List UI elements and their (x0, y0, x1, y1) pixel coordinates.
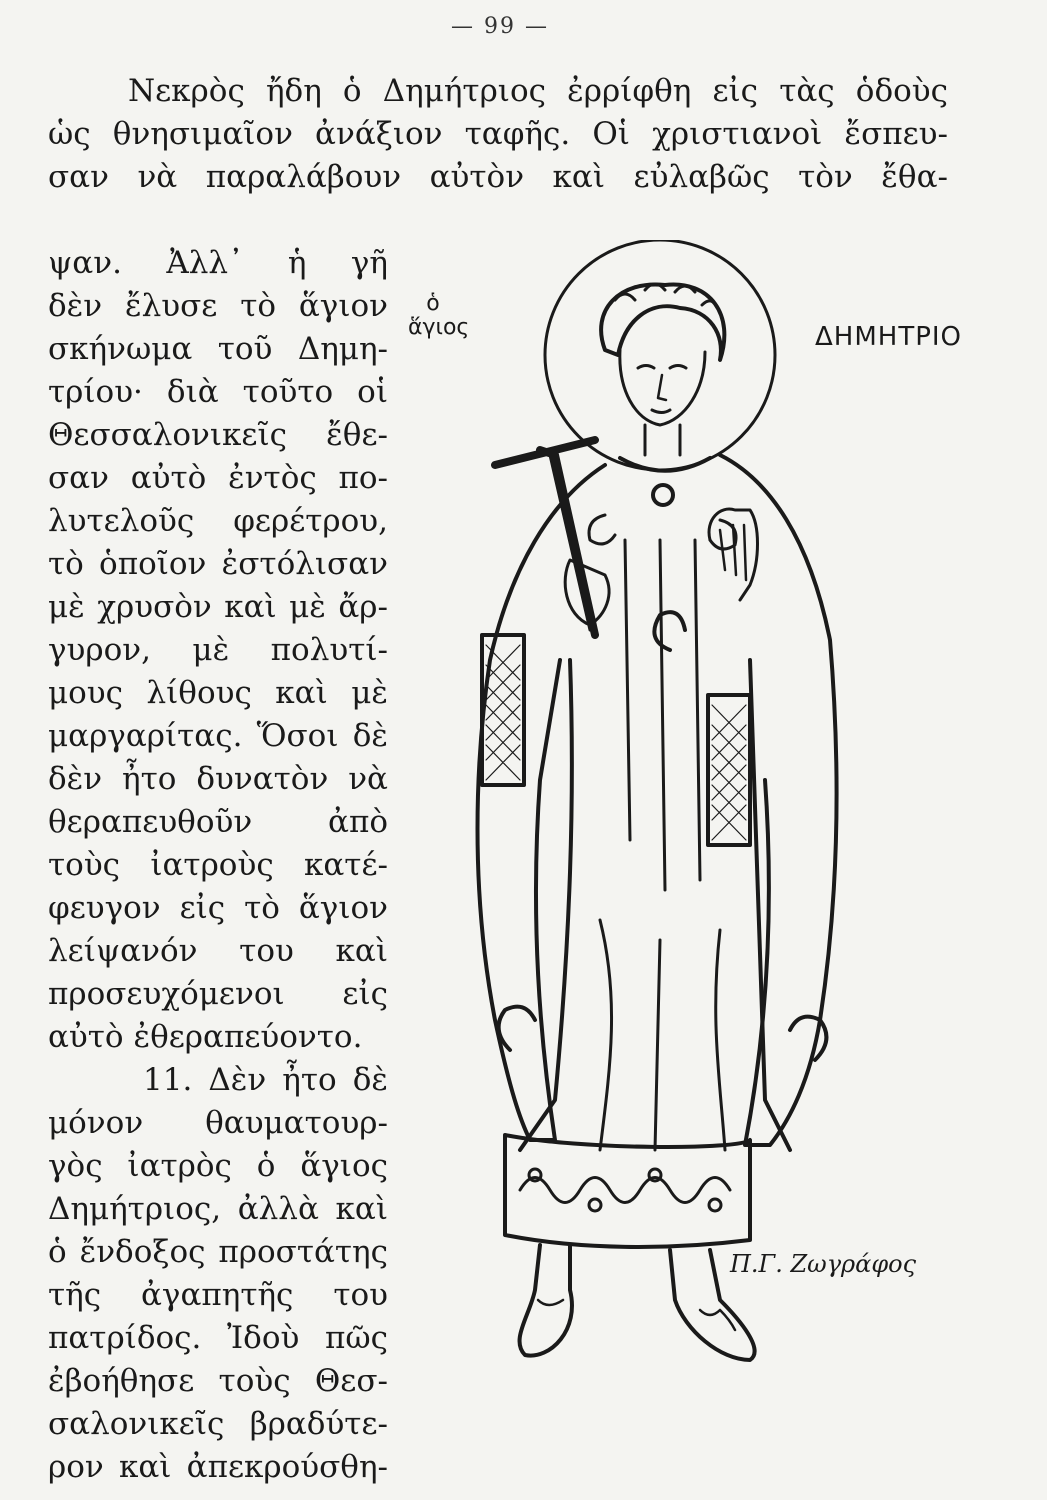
text-line: ὡς θνησιμαῖον ἀνάξιον ταφῆς. Οἱ χριστιανοὶ ἔσπευ- (48, 116, 948, 152)
text-line: μους λίθους καὶ μὲ (48, 675, 388, 711)
artist-signature: Π.Γ. Ζωγράφος (730, 1250, 917, 1278)
text-line: ἐβοήθησε τοὺς Θεσ- (48, 1363, 388, 1399)
paragraph-start-line: 11. Δὲν ἦτο δὲ (143, 1062, 388, 1098)
text-line: γὸς ἰατρὸς ὁ ἅγιος (48, 1148, 388, 1184)
text-line: μόνον θαυματουρ- (48, 1105, 388, 1141)
page-number: — 99 — (451, 14, 549, 39)
text-line: μαργαρίτας. Ὅσοι δὲ (48, 718, 388, 754)
saint-illustration (420, 240, 963, 1380)
text-line: θεραπευθοῦν ἀπὸ (48, 804, 388, 840)
text-line: σαν αὐτὸ ἐντὸς πο- (48, 460, 388, 496)
text-line: λείψανόν του καὶ (48, 933, 388, 969)
text-line: πατρίδος. Ἰδοὺ πῶς (48, 1320, 388, 1356)
text-line: τῆς ἀγαπητῆς του (48, 1277, 388, 1313)
text-line: δὲν ἦτο δυνατὸν νὰ (48, 761, 388, 797)
inscription-left: ὁ ἅγιος (408, 291, 470, 340)
text-line: λυτελοῦς φερέτρου, (48, 503, 388, 539)
hem-band (505, 1135, 750, 1247)
text-line: τρίου· διὰ τοῦτο οἱ (48, 374, 388, 410)
text-line: γυρον, μὲ πολυτί- (48, 632, 388, 668)
text-line: μὲ χρυσὸν καὶ μὲ ἄρ- (48, 589, 388, 625)
text-line: Νεκρὸς ἤδη ὁ Δημήτριος ἐρρίφθη εἰς τὰς ὁδοὺς (128, 73, 948, 109)
text-line: τὸ ὁποῖον ἐστόλισαν (48, 546, 388, 582)
text-line: Θεσσαλονικεῖς ἔθε- (48, 417, 388, 453)
text-line: ρον καὶ ἀπεκρούσθη- (48, 1449, 388, 1485)
text-line: ψαν. Ἀλλ᾿ ἡ γῆ (48, 245, 388, 281)
collar (620, 458, 710, 471)
text-line: φευγον εἰς τὸ ἅγιον (48, 890, 388, 926)
text-line: σαλονικεῖς βραδύτε- (48, 1406, 388, 1442)
raised-hand (709, 509, 757, 600)
text-line: αὐτὸ ἐθεραπεύοντο. (48, 1019, 363, 1055)
text-line: δὲν ἔλυσε τὸ ἅγιον (48, 288, 388, 324)
text-line: σαν νὰ παραλάβουν αὐτὸν καὶ εὐλαβῶς τὸν ἔθα- (48, 159, 948, 195)
inscription-right: ΔΗΜΗΤΡΙΟ (815, 322, 963, 352)
text-line: Δημήτριος, ἀλλὰ καὶ (48, 1191, 388, 1227)
full-width-text (48, 70, 948, 199)
text-line: σκήνωμα τοῦ Δημη- (48, 331, 388, 367)
halo-circle (545, 240, 775, 470)
text-line: προσευχόμενοι εἰς (48, 976, 388, 1012)
text-column (48, 242, 388, 1489)
text-line: ὁ ἔνδοξος προστάτης (48, 1234, 388, 1270)
cross (495, 440, 595, 635)
text-line: τοὺς ἰατροὺς κατέ- (48, 847, 388, 883)
